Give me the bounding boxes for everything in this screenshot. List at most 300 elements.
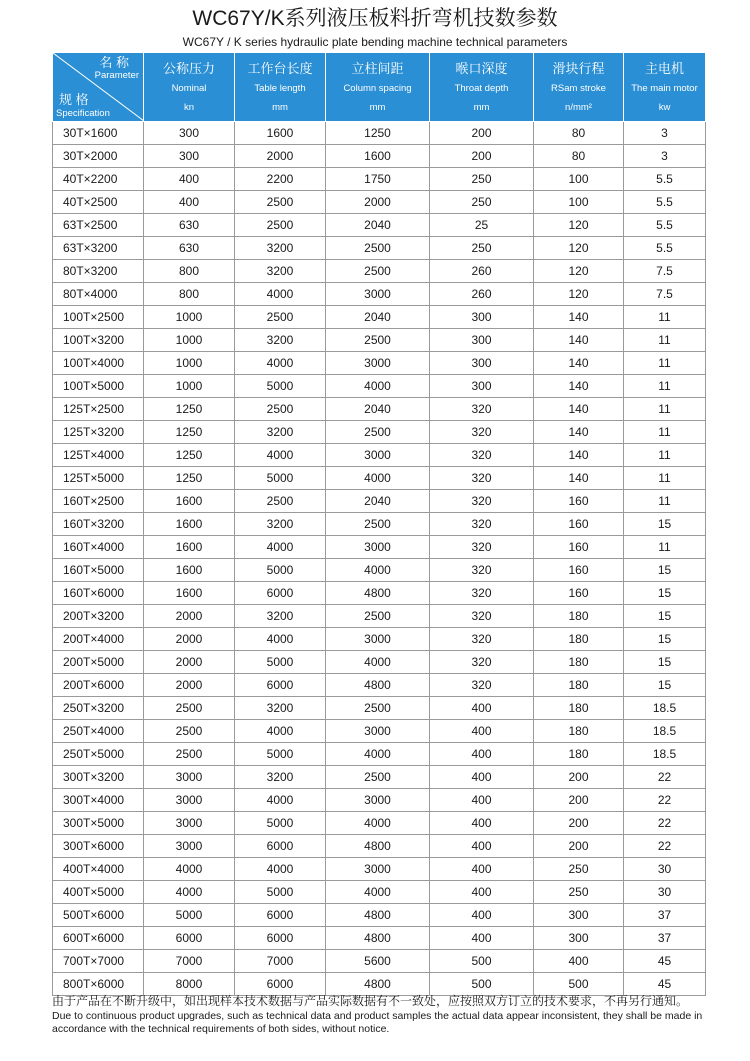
table-row <box>53 674 706 697</box>
value-cell: 400 <box>430 812 534 835</box>
value-cell: 630 <box>144 214 235 237</box>
value-cell: 8000 <box>144 973 235 996</box>
value-cell: 200 <box>430 145 534 168</box>
value-cell: 400 <box>430 835 534 858</box>
value-cell: 250 <box>430 168 534 191</box>
table-row <box>53 168 706 191</box>
value-cell: 6000 <box>235 927 326 950</box>
value-cell: 2500 <box>326 329 430 352</box>
value-cell: 6000 <box>235 674 326 697</box>
value-cell: 2500 <box>235 306 326 329</box>
table-row <box>53 605 706 628</box>
spec-cell: 160T×2500 <box>53 490 144 513</box>
value-cell: 2000 <box>235 145 326 168</box>
table-row <box>53 536 706 559</box>
value-cell: 11 <box>624 306 706 329</box>
value-cell: 15 <box>624 628 706 651</box>
value-cell: 400 <box>144 191 235 214</box>
value-cell: 1250 <box>144 398 235 421</box>
value-cell: 180 <box>534 628 624 651</box>
table-row <box>53 812 706 835</box>
value-cell: 22 <box>624 766 706 789</box>
value-cell: 2500 <box>326 237 430 260</box>
value-cell: 320 <box>430 582 534 605</box>
spec-cell: 160T×5000 <box>53 559 144 582</box>
value-cell: 6000 <box>235 835 326 858</box>
spec-cell: 400T×4000 <box>53 858 144 881</box>
spec-cell: 160T×4000 <box>53 536 144 559</box>
value-cell: 4000 <box>235 858 326 881</box>
corner-spec-en: Specification <box>56 108 110 119</box>
spec-cell: 125T×3200 <box>53 421 144 444</box>
value-cell: 800 <box>144 283 235 306</box>
spec-cell: 125T×4000 <box>53 444 144 467</box>
value-cell: 5000 <box>235 651 326 674</box>
value-cell: 30 <box>624 858 706 881</box>
value-cell: 3000 <box>326 789 430 812</box>
table-row <box>53 835 706 858</box>
spec-cell: 300T×6000 <box>53 835 144 858</box>
header-unit: mm <box>473 102 490 113</box>
value-cell: 400 <box>430 858 534 881</box>
value-cell: 2500 <box>235 191 326 214</box>
spec-cell: 63T×2500 <box>53 214 144 237</box>
header-label-en: RSam stroke <box>551 83 606 94</box>
spec-cell: 700T×7000 <box>53 950 144 973</box>
value-cell: 1250 <box>326 122 430 145</box>
table-row <box>53 237 706 260</box>
value-cell: 11 <box>624 329 706 352</box>
value-cell: 3000 <box>326 536 430 559</box>
value-cell: 2500 <box>144 720 235 743</box>
value-cell: 4800 <box>326 582 430 605</box>
value-cell: 3200 <box>235 697 326 720</box>
value-cell: 320 <box>430 674 534 697</box>
value-cell: 80 <box>534 122 624 145</box>
header-label-en: The main motor <box>631 83 698 94</box>
spec-cell: 125T×5000 <box>53 467 144 490</box>
spec-cell: 300T×4000 <box>53 789 144 812</box>
value-cell: 200 <box>430 122 534 145</box>
spec-cell: 300T×3200 <box>53 766 144 789</box>
spec-cell: 250T×3200 <box>53 697 144 720</box>
value-cell: 3000 <box>144 766 235 789</box>
value-cell: 3000 <box>144 835 235 858</box>
header-unit: kw <box>658 102 671 113</box>
table-row <box>53 582 706 605</box>
value-cell: 1600 <box>144 536 235 559</box>
table-row <box>53 306 706 329</box>
value-cell: 100 <box>534 168 624 191</box>
corner-parameter-en: Parameter <box>94 70 139 81</box>
value-cell: 2500 <box>326 766 430 789</box>
value-cell: 4000 <box>326 467 430 490</box>
header-label-zh: 主电机 <box>644 61 684 76</box>
value-cell: 11 <box>624 398 706 421</box>
header-unit: mm <box>272 102 288 113</box>
value-cell: 1600 <box>144 490 235 513</box>
corner-header <box>53 53 144 122</box>
value-cell: 5000 <box>235 467 326 490</box>
spec-cell: 80T×4000 <box>53 283 144 306</box>
table-row <box>53 743 706 766</box>
spec-cell: 500T×6000 <box>53 904 144 927</box>
value-cell: 1000 <box>144 352 235 375</box>
value-cell: 3000 <box>326 352 430 375</box>
value-cell: 180 <box>534 743 624 766</box>
table-row <box>53 858 706 881</box>
value-cell: 160 <box>534 559 624 582</box>
value-cell: 3200 <box>235 260 326 283</box>
value-cell: 1600 <box>144 513 235 536</box>
value-cell: 15 <box>624 559 706 582</box>
value-cell: 4000 <box>235 536 326 559</box>
table-row <box>53 881 706 904</box>
value-cell: 140 <box>534 375 624 398</box>
spec-cell: 400T×5000 <box>53 881 144 904</box>
value-cell: 260 <box>430 260 534 283</box>
value-cell: 45 <box>624 950 706 973</box>
value-cell: 1000 <box>144 375 235 398</box>
value-cell: 4000 <box>326 812 430 835</box>
value-cell: 400 <box>430 697 534 720</box>
value-cell: 3000 <box>326 283 430 306</box>
value-cell: 120 <box>534 260 624 283</box>
value-cell: 1750 <box>326 168 430 191</box>
table-row <box>53 444 706 467</box>
value-cell: 6000 <box>235 973 326 996</box>
value-cell: 180 <box>534 605 624 628</box>
value-cell: 4000 <box>235 283 326 306</box>
value-cell: 4000 <box>144 881 235 904</box>
value-cell: 18.5 <box>624 697 706 720</box>
value-cell: 140 <box>534 444 624 467</box>
value-cell: 2500 <box>326 260 430 283</box>
value-cell: 3000 <box>326 444 430 467</box>
value-cell: 18.5 <box>624 720 706 743</box>
table-row <box>53 789 706 812</box>
value-cell: 80 <box>534 145 624 168</box>
header-label-zh: 公称压力 <box>162 61 215 76</box>
value-cell: 300 <box>430 375 534 398</box>
table-row <box>53 720 706 743</box>
value-cell: 1250 <box>144 467 235 490</box>
value-cell: 300 <box>144 122 235 145</box>
value-cell: 300 <box>534 904 624 927</box>
value-cell: 5.5 <box>624 191 706 214</box>
table-row <box>53 191 706 214</box>
value-cell: 45 <box>624 973 706 996</box>
table-row <box>53 329 706 352</box>
value-cell: 1000 <box>144 306 235 329</box>
header-unit: n/mm² <box>565 102 592 113</box>
value-cell: 7.5 <box>624 260 706 283</box>
value-cell: 7.5 <box>624 283 706 306</box>
value-cell: 300 <box>430 306 534 329</box>
spec-cell: 100T×4000 <box>53 352 144 375</box>
value-cell: 18.5 <box>624 743 706 766</box>
value-cell: 320 <box>430 467 534 490</box>
table-row <box>53 467 706 490</box>
value-cell: 30 <box>624 881 706 904</box>
value-cell: 5000 <box>235 743 326 766</box>
value-cell: 200 <box>534 835 624 858</box>
spec-cell: 100T×5000 <box>53 375 144 398</box>
value-cell: 4000 <box>326 881 430 904</box>
spec-cell: 125T×2500 <box>53 398 144 421</box>
value-cell: 300 <box>534 927 624 950</box>
spec-cell: 600T×6000 <box>53 927 144 950</box>
spec-cell: 160T×6000 <box>53 582 144 605</box>
value-cell: 2000 <box>144 628 235 651</box>
value-cell: 4000 <box>235 720 326 743</box>
value-cell: 5.5 <box>624 237 706 260</box>
value-cell: 320 <box>430 559 534 582</box>
spec-cell: 80T×3200 <box>53 260 144 283</box>
value-cell: 400 <box>430 904 534 927</box>
value-cell: 15 <box>624 605 706 628</box>
value-cell: 2040 <box>326 214 430 237</box>
value-cell: 3000 <box>326 720 430 743</box>
value-cell: 4800 <box>326 835 430 858</box>
header-label-en: Column spacing <box>343 83 412 94</box>
table-row <box>53 421 706 444</box>
value-cell: 37 <box>624 927 706 950</box>
value-cell: 2200 <box>235 168 326 191</box>
value-cell: 5000 <box>235 881 326 904</box>
value-cell: 11 <box>624 467 706 490</box>
value-cell: 100 <box>534 191 624 214</box>
value-cell: 3000 <box>326 628 430 651</box>
value-cell: 2000 <box>144 674 235 697</box>
table-row <box>53 628 706 651</box>
value-cell: 260 <box>430 283 534 306</box>
value-cell: 630 <box>144 237 235 260</box>
disclaimer-en: Due to continuous product upgrades, such as technical data and product samples the actual data appear inconsistent, they shall be made in accordance with the technical requirements of both sides, without notice. <box>52 1010 703 1035</box>
spec-cell: 40T×2200 <box>53 168 144 191</box>
value-cell: 320 <box>430 444 534 467</box>
spec-cell: 30T×2000 <box>53 145 144 168</box>
spec-table <box>52 52 706 996</box>
header-unit: kn <box>183 102 195 113</box>
value-cell: 400 <box>430 743 534 766</box>
table-row <box>53 766 706 789</box>
value-cell: 1600 <box>235 122 326 145</box>
value-cell: 5000 <box>235 812 326 835</box>
value-cell: 6000 <box>235 582 326 605</box>
value-cell: 11 <box>624 444 706 467</box>
spec-cell: 30T×1600 <box>53 122 144 145</box>
value-cell: 2500 <box>326 421 430 444</box>
header-label-zh: 工作台长度 <box>247 61 313 76</box>
page-title: WC67Y/K系列液压板料折弯机技数参数 <box>192 7 558 30</box>
corner-parameter-zh: 名 称 <box>99 55 129 70</box>
value-cell: 3200 <box>235 605 326 628</box>
spec-cell: 40T×2500 <box>53 191 144 214</box>
value-cell: 320 <box>430 513 534 536</box>
value-cell: 250 <box>430 237 534 260</box>
value-cell: 6000 <box>144 927 235 950</box>
value-cell: 2040 <box>326 398 430 421</box>
spec-cell: 250T×4000 <box>53 720 144 743</box>
value-cell: 4000 <box>235 628 326 651</box>
header-label-zh: 喉口深度 <box>455 61 508 76</box>
value-cell: 5.5 <box>624 214 706 237</box>
value-cell: 2500 <box>144 697 235 720</box>
value-cell: 400 <box>430 766 534 789</box>
value-cell: 500 <box>534 973 624 996</box>
value-cell: 11 <box>624 352 706 375</box>
value-cell: 400 <box>430 881 534 904</box>
value-cell: 120 <box>534 237 624 260</box>
value-cell: 400 <box>534 950 624 973</box>
value-cell: 37 <box>624 904 706 927</box>
corner-spec-zh: 规 格 <box>59 92 89 107</box>
value-cell: 2000 <box>144 651 235 674</box>
value-cell: 11 <box>624 375 706 398</box>
value-cell: 2500 <box>326 697 430 720</box>
value-cell: 4000 <box>326 559 430 582</box>
value-cell: 2000 <box>326 191 430 214</box>
value-cell: 180 <box>534 697 624 720</box>
value-cell: 200 <box>534 789 624 812</box>
table-row <box>53 697 706 720</box>
value-cell: 160 <box>534 536 624 559</box>
value-cell: 300 <box>430 352 534 375</box>
table-header-row <box>53 53 706 122</box>
spec-cell: 250T×5000 <box>53 743 144 766</box>
header-main-motor <box>624 53 706 122</box>
table-row <box>53 260 706 283</box>
value-cell: 7000 <box>144 950 235 973</box>
value-cell: 320 <box>430 421 534 444</box>
table-row <box>53 122 706 145</box>
table-body <box>53 122 706 996</box>
table-row <box>53 490 706 513</box>
value-cell: 11 <box>624 536 706 559</box>
value-cell: 4000 <box>326 743 430 766</box>
table-row <box>53 904 706 927</box>
value-cell: 22 <box>624 812 706 835</box>
header-ram-stroke <box>534 53 624 122</box>
value-cell: 250 <box>534 858 624 881</box>
value-cell: 5000 <box>144 904 235 927</box>
value-cell: 140 <box>534 421 624 444</box>
table-row <box>53 398 706 421</box>
value-cell: 800 <box>144 260 235 283</box>
header-label-en: Throat depth <box>454 83 509 94</box>
value-cell: 120 <box>534 214 624 237</box>
value-cell: 15 <box>624 674 706 697</box>
value-cell: 3000 <box>326 858 430 881</box>
value-cell: 15 <box>624 513 706 536</box>
header-nominal <box>144 53 235 122</box>
spec-cell: 200T×4000 <box>53 628 144 651</box>
value-cell: 11 <box>624 490 706 513</box>
table-row <box>53 145 706 168</box>
value-cell: 320 <box>430 536 534 559</box>
value-cell: 5600 <box>326 950 430 973</box>
value-cell: 2500 <box>326 605 430 628</box>
value-cell: 3200 <box>235 237 326 260</box>
value-cell: 160 <box>534 582 624 605</box>
spec-cell: 100T×3200 <box>53 329 144 352</box>
value-cell: 400 <box>144 168 235 191</box>
value-cell: 2500 <box>235 214 326 237</box>
header-label-en: Table length <box>254 83 306 94</box>
value-cell: 160 <box>534 490 624 513</box>
value-cell: 4800 <box>326 973 430 996</box>
value-cell: 500 <box>430 973 534 996</box>
value-cell: 5000 <box>235 559 326 582</box>
value-cell: 250 <box>430 191 534 214</box>
table-row <box>53 352 706 375</box>
header-label-en: Nominal <box>171 83 207 94</box>
header-label-zh: 立柱间距 <box>351 61 404 76</box>
value-cell: 25 <box>430 214 534 237</box>
value-cell: 250 <box>534 881 624 904</box>
value-cell: 400 <box>430 789 534 812</box>
value-cell: 2040 <box>326 490 430 513</box>
spec-cell: 160T×3200 <box>53 513 144 536</box>
header-table-length <box>235 53 326 122</box>
value-cell: 320 <box>430 628 534 651</box>
value-cell: 180 <box>534 720 624 743</box>
value-cell: 320 <box>430 605 534 628</box>
value-cell: 3 <box>624 122 706 145</box>
header-throat-depth <box>430 53 534 122</box>
value-cell: 3200 <box>235 421 326 444</box>
value-cell: 140 <box>534 306 624 329</box>
value-cell: 1600 <box>144 582 235 605</box>
value-cell: 1600 <box>326 145 430 168</box>
value-cell: 5.5 <box>624 168 706 191</box>
value-cell: 15 <box>624 582 706 605</box>
value-cell: 2040 <box>326 306 430 329</box>
value-cell: 180 <box>534 674 624 697</box>
value-cell: 140 <box>534 352 624 375</box>
table-row <box>53 651 706 674</box>
value-cell: 500 <box>430 950 534 973</box>
value-cell: 4000 <box>326 651 430 674</box>
value-cell: 1250 <box>144 444 235 467</box>
value-cell: 160 <box>534 513 624 536</box>
value-cell: 4000 <box>326 375 430 398</box>
value-cell: 5000 <box>235 375 326 398</box>
spec-cell: 200T×3200 <box>53 605 144 628</box>
header-column-spacing <box>326 53 430 122</box>
value-cell: 6000 <box>235 904 326 927</box>
value-cell: 7000 <box>235 950 326 973</box>
spec-cell: 200T×6000 <box>53 674 144 697</box>
value-cell: 2500 <box>326 513 430 536</box>
value-cell: 4000 <box>235 352 326 375</box>
value-cell: 1000 <box>144 329 235 352</box>
value-cell: 22 <box>624 835 706 858</box>
spec-cell: 100T×2500 <box>53 306 144 329</box>
value-cell: 140 <box>534 329 624 352</box>
value-cell: 4800 <box>326 927 430 950</box>
table-row <box>53 375 706 398</box>
spec-cell: 200T×5000 <box>53 651 144 674</box>
header-label-zh: 滑块行程 <box>552 61 605 76</box>
value-cell: 2500 <box>144 743 235 766</box>
value-cell: 320 <box>430 651 534 674</box>
value-cell: 320 <box>430 398 534 421</box>
value-cell: 200 <box>534 812 624 835</box>
value-cell: 140 <box>534 467 624 490</box>
value-cell: 300 <box>144 145 235 168</box>
